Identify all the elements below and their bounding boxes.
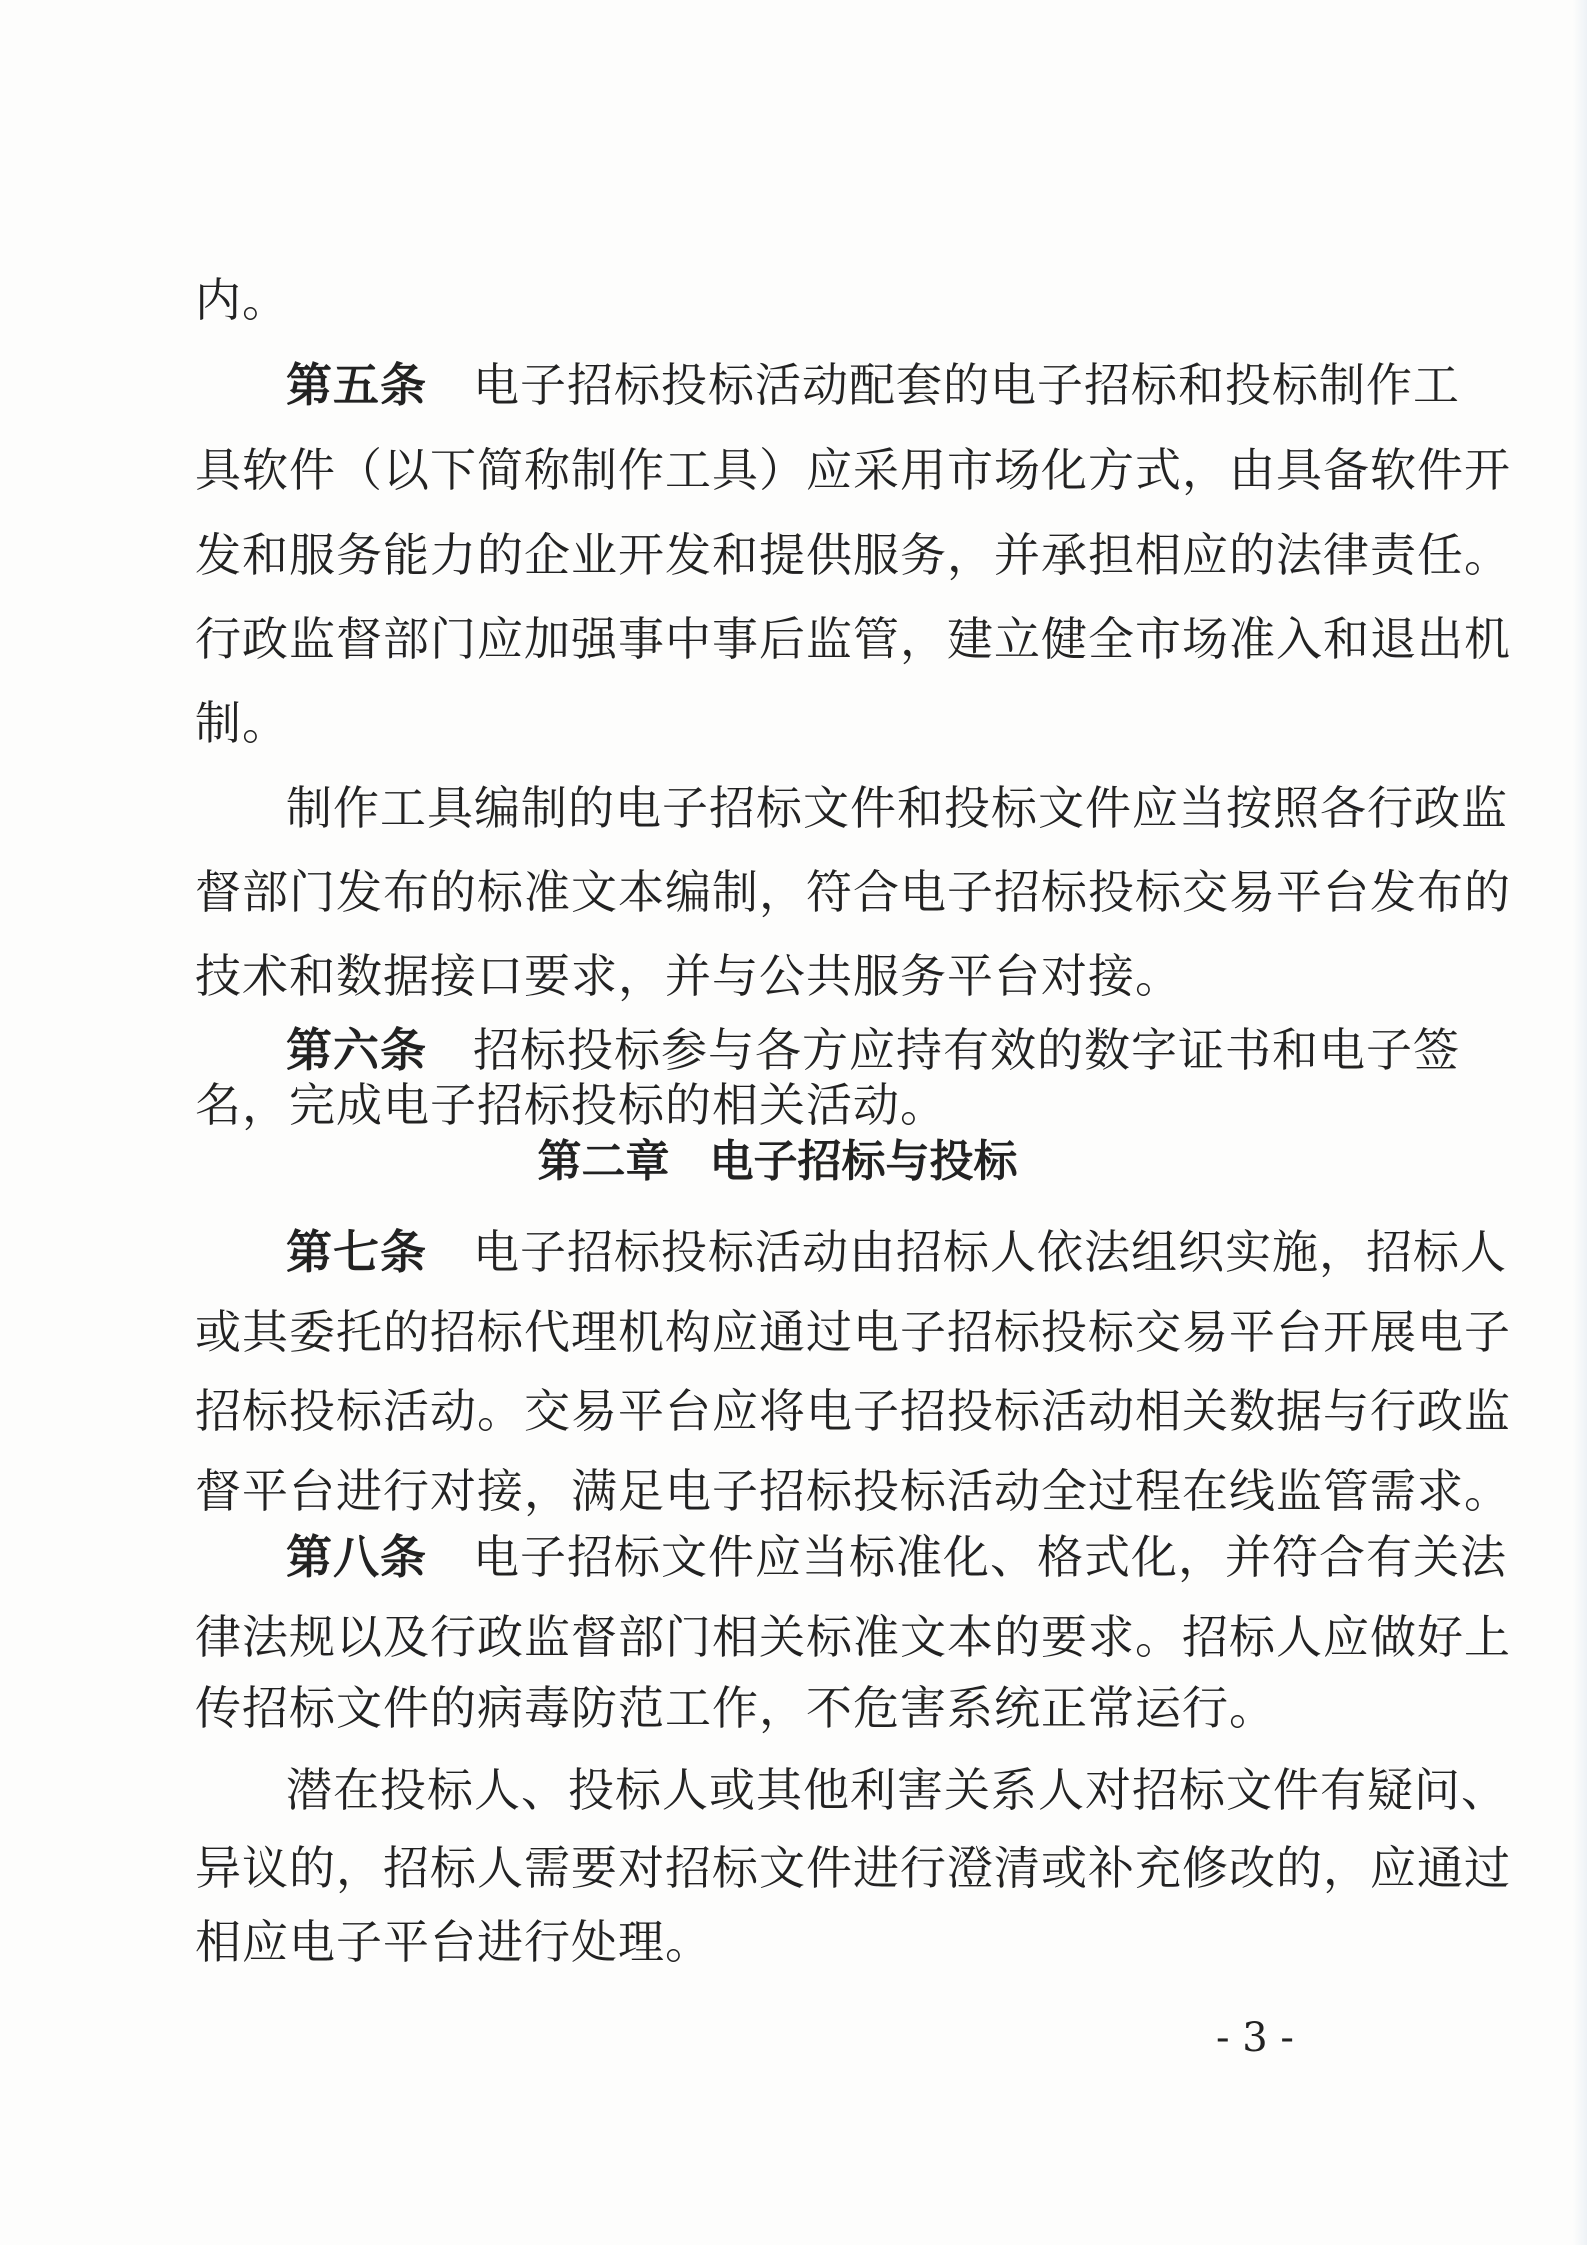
text-line-15 <box>195 1461 1511 1521</box>
text-line-20 <box>195 1838 1511 1898</box>
text-line-content: 行政监督部门应加强事中事后监管，建立健全市场准入和退出机 <box>195 612 1511 666</box>
text-line-6 <box>195 693 1360 753</box>
article-7-text: 电子招标投标活动由招标人依法组织实施，招标人 <box>473 1225 1507 1279</box>
text-line-8 <box>195 862 1511 922</box>
article-6-label: 第六条 <box>286 1023 427 1077</box>
text-line-5 <box>195 609 1511 669</box>
chapter-heading <box>195 1132 1360 1192</box>
text-line-19 <box>286 1760 1508 1820</box>
text-line-content: 或其委托的招标代理机构应通过电子招标投标交易平台开展电子 <box>195 1305 1511 1359</box>
text-line-7 <box>286 778 1508 838</box>
text-line-17 <box>195 1607 1511 1667</box>
text-line-13 <box>195 1302 1511 1362</box>
article-6-first-line <box>286 1020 1460 1080</box>
text-line-content: 招标投标活动。交易平台应将电子招投标活动相关数据与行政监 <box>195 1384 1511 1438</box>
text-line-content: 潜在投标人、投标人或其他利害关系人对招标文件有疑问、 <box>286 1763 1508 1817</box>
article-5-first-line <box>286 355 1460 415</box>
article-8-label: 第八条 <box>286 1530 427 1584</box>
text-line-content: 相应电子平台进行处理。 <box>195 1915 712 1969</box>
text-line-content: 发和服务能力的企业开发和提供服务，并承担相应的法律责任。 <box>195 528 1511 582</box>
chapter-title: 电子招标与投标 <box>709 1136 1018 1187</box>
article-7-first-line <box>286 1222 1507 1282</box>
text-line-18 <box>195 1678 1360 1738</box>
text-line-content: 制作工具编制的电子招标文件和投标文件应当按照各行政监 <box>286 781 1508 835</box>
text-line-9 <box>195 946 1360 1006</box>
scan-edge <box>1573 0 1587 2245</box>
article-7-label: 第七条 <box>286 1225 427 1279</box>
article-8-text: 电子招标文件应当标准化、格式化，并符合有关法 <box>473 1530 1507 1584</box>
text-line-21 <box>195 1912 1360 1972</box>
text-line-content: 名，完成电子招标投标的相关活动。 <box>195 1078 947 1132</box>
text-line-content: 内。 <box>195 273 289 327</box>
article-5-text: 电子招标投标活动配套的电子招标和投标制作工 <box>473 358 1460 412</box>
text-line-content: 具软件（以下简称制作工具）应采用市场化方式，由具备软件开 <box>195 443 1511 497</box>
text-line-content: 技术和数据接口要求，并与公共服务平台对接。 <box>195 949 1182 1003</box>
text-line-11 <box>195 1075 1360 1135</box>
chapter-number: 第二章 <box>537 1136 670 1187</box>
text-line-content: 传招标文件的病毒防范工作，不危害系统正常运行。 <box>195 1681 1276 1735</box>
text-line-14 <box>195 1381 1511 1441</box>
article-5-label: 第五条 <box>286 358 427 412</box>
text-line-content: 异议的，招标人需要对招标文件进行澄清或补充修改的，应通过 <box>195 1841 1511 1895</box>
text-line-content: 制。 <box>195 696 289 750</box>
text-line-4 <box>195 525 1511 585</box>
article-8-first-line <box>286 1527 1507 1587</box>
text-line-content: 督部门发布的标准文本编制，符合电子招标投标交易平台发布的 <box>195 865 1511 919</box>
page-number: - 3 - <box>1216 2015 1294 2061</box>
article-6-text: 招标投标参与各方应持有效的数字证书和电子签 <box>473 1023 1460 1077</box>
text-line-3 <box>195 440 1511 500</box>
text-line-1 <box>195 270 1360 330</box>
text-line-content: 督平台进行对接，满足电子招标投标活动全过程在线监管需求。 <box>195 1464 1511 1518</box>
text-line-content: 律法规以及行政监督部门相关标准文本的要求。招标人应做好上 <box>195 1610 1511 1664</box>
